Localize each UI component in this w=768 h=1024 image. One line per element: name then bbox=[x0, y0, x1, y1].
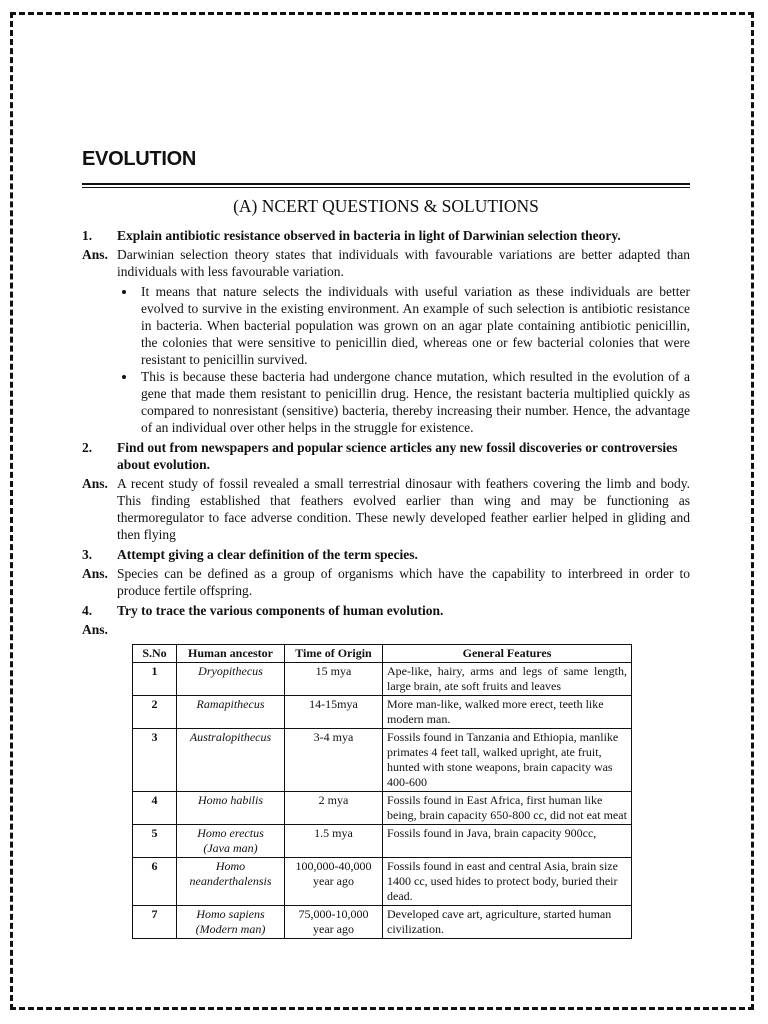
features-cell: Developed cave art, agriculture, started human civilization. bbox=[383, 906, 632, 939]
table-row bbox=[133, 696, 632, 729]
table-row bbox=[133, 825, 632, 858]
question-number: 3. bbox=[82, 547, 93, 562]
time-cell: 1.5 mya bbox=[285, 825, 383, 858]
question-2 bbox=[82, 439, 690, 473]
answer-label: Ans. bbox=[82, 476, 108, 491]
answer-label: Ans. bbox=[82, 622, 108, 637]
answer-text: Darwinian selection theory states that individuals with favourable variations are better adapted than individuals with less favourable variation. bbox=[117, 247, 690, 279]
table-row bbox=[133, 663, 632, 696]
ancestor-cell bbox=[177, 825, 285, 858]
ancestor-subname: neanderthalensis bbox=[189, 874, 272, 888]
ancestor-cell bbox=[177, 663, 285, 696]
table-header-cell: Human ancestor bbox=[177, 645, 285, 663]
answer-1-bullets bbox=[117, 283, 690, 436]
features-cell: Fossils found in east and central Asia, brain size 1400 cc, used hides to protect body, buried their dead. bbox=[383, 858, 632, 906]
ancestor-name: Homo habilis bbox=[197, 793, 263, 807]
time-cell: 100,000-40,000 year ago bbox=[285, 858, 383, 906]
time-cell: 15 mya bbox=[285, 663, 383, 696]
ancestor-name: Homo sapiens bbox=[196, 907, 265, 921]
table-header-row bbox=[133, 645, 632, 663]
ancestor-subname: (Modern man) bbox=[195, 922, 266, 936]
section-title: (A) NCERT QUESTIONS & SOLUTIONS bbox=[233, 196, 539, 216]
table-header-cell: S.No bbox=[133, 645, 177, 663]
answer-4 bbox=[82, 621, 690, 638]
sno-cell: 4 bbox=[133, 792, 177, 825]
ancestor-subname: (Java man) bbox=[203, 841, 258, 855]
sno-cell: 3 bbox=[133, 729, 177, 792]
question-text: Find out from newspapers and popular science articles any new fossil discoveries or controversies about evolution. bbox=[117, 440, 678, 472]
title-rule bbox=[82, 183, 690, 188]
table-row bbox=[133, 792, 632, 825]
ancestor-cell bbox=[177, 858, 285, 906]
ancestor-cell bbox=[177, 792, 285, 825]
ancestor-cell bbox=[177, 729, 285, 792]
table-header-cell: Time of Origin bbox=[285, 645, 383, 663]
table-row bbox=[133, 858, 632, 906]
sno-cell: 6 bbox=[133, 858, 177, 906]
answer-2 bbox=[82, 475, 690, 543]
document-content bbox=[82, 148, 690, 939]
features-cell: Fossils found in Java, brain capacity 900cc, bbox=[383, 825, 632, 858]
question-4 bbox=[82, 602, 690, 619]
ancestor-name: Ramapithecus bbox=[196, 697, 265, 711]
sno-cell: 2 bbox=[133, 696, 177, 729]
human-evolution-table bbox=[132, 644, 632, 939]
question-number: 4. bbox=[82, 603, 93, 618]
question-number: 1. bbox=[82, 228, 93, 243]
sno-cell: 7 bbox=[133, 906, 177, 939]
sno-cell: 5 bbox=[133, 825, 177, 858]
question-3 bbox=[82, 546, 690, 563]
answer-label: Ans. bbox=[82, 566, 108, 581]
question-text: Try to trace the various components of human evolution. bbox=[117, 603, 444, 618]
ancestor-name: Australopithecus bbox=[189, 730, 272, 744]
answer-label: Ans. bbox=[82, 247, 108, 262]
question-number: 2. bbox=[82, 440, 93, 455]
time-cell: 75,000-10,000 year ago bbox=[285, 906, 383, 939]
answer-text: Species can be defined as a group of organisms which have the capability to interbreed in order to produce fertile offspring. bbox=[117, 566, 690, 598]
time-cell: 14-15mya bbox=[285, 696, 383, 729]
answer-text bbox=[117, 621, 690, 638]
ancestor-name: Dryopithecus bbox=[198, 664, 263, 678]
sno-cell: 1 bbox=[133, 663, 177, 696]
answer-text: A recent study of fossil revealed a small terrestrial dinosaur with feathers covering the limb and body. This finding established that feathers evolved earlier than wing and may be functioning as thermoregulator to face adverse condition. These newly developed feather earlier helped in gliding and then flying bbox=[117, 476, 690, 542]
question-1 bbox=[82, 227, 690, 244]
ancestor-cell bbox=[177, 906, 285, 939]
question-text: Attempt giving a clear definition of the term species. bbox=[117, 547, 418, 562]
table-row bbox=[133, 906, 632, 939]
features-cell: Fossils found in East Africa, first human like being, brain capacity 650-800 cc, did not eat meat bbox=[383, 792, 632, 825]
features-cell: Fossils found in Tanzania and Ethiopia, manlike primates 4 feet tall, walked upright, ate fruit, hunted with stone weapons, brain capacity was 400-600 bbox=[383, 729, 632, 792]
table-row bbox=[133, 729, 632, 792]
question-text: Explain antibiotic resistance observed in bacteria in light of Darwinian selection theory. bbox=[117, 228, 621, 243]
features-cell: Ape-like, hairy, arms and legs of same length, large brain, ate soft fruits and leaves bbox=[383, 663, 632, 696]
time-cell: 2 mya bbox=[285, 792, 383, 825]
ancestor-name: Homo bbox=[215, 859, 246, 873]
answer-1 bbox=[82, 246, 690, 280]
ancestor-cell bbox=[177, 696, 285, 729]
answer-3 bbox=[82, 565, 690, 599]
bullet-item: • It means that nature selects the individuals with useful variation as these individuals are better evolved to survive in the existing environment. An example of such selection is antibiotic resistance in bacteria. When bacterial population was grown on an agar plate containing antibiotic penicillin, the colonies that were sensitive to penicillin died, whereas one or few bacterial colonies that were resistant to penicillin survived. bbox=[137, 283, 690, 368]
features-cell: More man-like, walked more erect, teeth like modern man. bbox=[383, 696, 632, 729]
table-header-cell: General Features bbox=[383, 645, 632, 663]
bullet-item: • This is because these bacteria had undergone chance mutation, which resulted in the evolution of a gene that made them resistant to penicillin drug. Hence, the resistant bacteria multiplied quickly as compared to nonresistant (sensitive) bacteria, thereby increasing their number. Hence, the advantage of an individual over other helps in the struggle for existence. bbox=[137, 368, 690, 436]
ancestor-name: Homo erectus bbox=[197, 826, 264, 840]
page-title: EVOLUTION bbox=[82, 148, 196, 170]
time-cell: 3-4 mya bbox=[285, 729, 383, 792]
